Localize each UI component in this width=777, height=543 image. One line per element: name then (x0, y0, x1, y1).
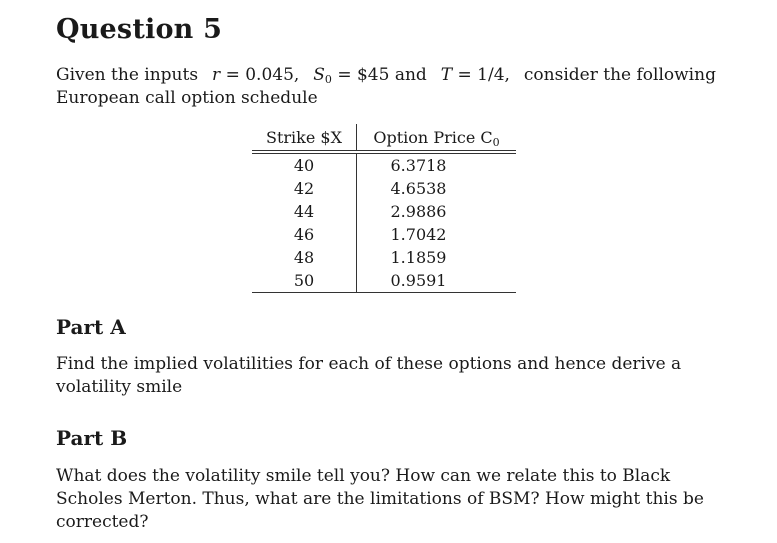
price-cell: 6.3718 (390, 156, 447, 175)
price-cell: 2.9886 (390, 202, 447, 221)
part-b-title: Part B (56, 426, 128, 450)
intro-s0: $S_0$ = $45 and (313, 65, 427, 86)
part-a-title: Part A (56, 315, 126, 339)
table-row (252, 269, 516, 293)
intro-line-2: European call option schedule (56, 88, 318, 108)
strike-cell: 40 (252, 152, 357, 177)
option-schedule-table (252, 124, 516, 293)
part-a-text: Find the implied volatilities for each of these options and hence derive a volatility smile (56, 354, 682, 397)
table-header-row (252, 124, 516, 152)
header-option-price: Option Price $C_0$ (357, 124, 517, 152)
table-row (252, 200, 516, 223)
intro-line-1 (56, 64, 716, 87)
part-b-text: What does the volatility smile tell you? How can we relate this to Black Scholes Merton. Thus, what are the limitations of BSM? How might this be corrected? (56, 466, 704, 532)
question-intro (56, 64, 716, 110)
intro-t: T = 1/4, (440, 65, 510, 85)
price-cell: 1.1859 (390, 248, 447, 267)
table-row (252, 152, 516, 177)
strike-cell: 50 (252, 269, 357, 293)
table-row (252, 223, 516, 246)
strike-cell: 44 (252, 200, 357, 223)
intro-consider: consider the following (523, 65, 716, 85)
strike-cell: 48 (252, 246, 357, 269)
price-cell: 4.6538 (390, 179, 447, 198)
price-cell: 0.9591 (357, 269, 517, 293)
strike-cell: 46 (252, 223, 357, 246)
intro-given: Given the inputs (56, 65, 199, 85)
header-strike: Strike $X (252, 124, 357, 152)
strike-cell: 42 (252, 177, 357, 200)
table-row (252, 177, 516, 200)
question-title: Question 5 (56, 14, 223, 45)
table-row (252, 246, 516, 269)
intro-r: r = 0.045, (212, 65, 300, 85)
price-cell: 1.7042 (390, 225, 447, 244)
